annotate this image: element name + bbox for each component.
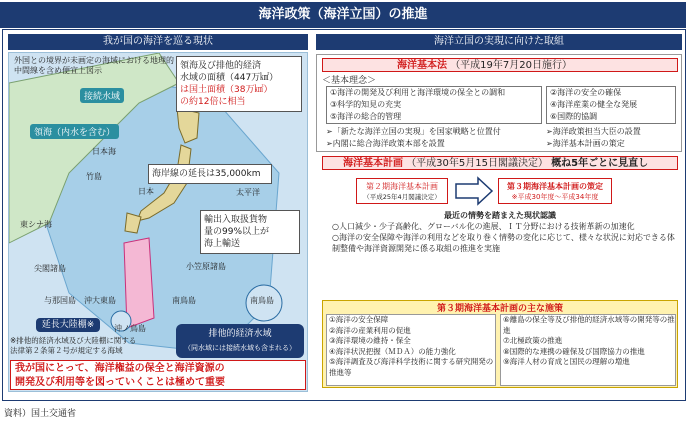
principle-1: ①海洋の開発及び利用と海洋環境の保全との調和 [330, 88, 506, 97]
second-plan-title: 第２期海洋基本計画 [366, 182, 438, 191]
page-title: 海洋政策（海洋立国）の推進 [0, 2, 686, 28]
measure-strategy: ➢「新たな海洋立国の実現」を国家戦略と位置付 [326, 127, 501, 136]
trade-line3: 海上輸送 [204, 239, 241, 249]
label-minamitori: 南鳥島 [172, 296, 196, 305]
principles-head: ＜基本理念＞ [322, 76, 377, 86]
boundary-note: 外国との境界が未画定の海域における地理的中間線を含め便宜上図示 [14, 56, 174, 75]
measure-item-5: ⑤海洋調査及び海洋科学技術に関する研究開発の推進等 [329, 357, 494, 377]
eez-badge-line1: 排他的経済水域 [208, 329, 272, 339]
label-okidaito: 沖大東島 [84, 296, 116, 305]
area-callout [176, 56, 302, 112]
measure-item-3: ③海洋環境の維持・保全 [329, 336, 411, 345]
measure-headquarters: ➢内閣に総合海洋政策本部を設置 [326, 139, 445, 148]
measure-item-8: ⑧国際的な連携の確保及び国際協力の推進 [503, 346, 645, 356]
basic-plan-date: （平成30年5月15日閣議決定） [406, 158, 548, 169]
trade-line1: 輸出入取扱貨物 [204, 215, 268, 225]
third-plan-period: ※平成30年度〜平成34年度 [511, 193, 599, 201]
plan-arrow-icon [454, 176, 494, 206]
label-minamitori-circle: 南鳥島 [250, 296, 274, 305]
footnote-line1: ※排他的経済水域及び大陸棚に関する [10, 336, 137, 345]
third-plan-box [498, 178, 612, 204]
footnote [10, 336, 160, 356]
principles-right-box [546, 86, 676, 124]
label-japan: 日本 [138, 187, 154, 196]
measure-item-2: ②海洋の産業利用の促進 [329, 325, 411, 335]
label-sea-of-japan: 日本海 [92, 147, 116, 156]
measure-item-6: ⑥離島の保全等及び排他的経済水域等の開発等の推進 [503, 315, 675, 335]
principles-left-box [326, 86, 542, 124]
basic-act-date: （平成19年7月20日施行） [450, 60, 572, 71]
conclusion-box [10, 360, 306, 390]
measure-minister: ➢海洋政策担当大臣の設置 [546, 127, 641, 136]
legend-territorial-sea: 領海（内水を含む） [30, 124, 119, 139]
measures-head: 第３期海洋基本計画の主な施策 [436, 304, 563, 314]
principle-6: ⑥国際的協調 [550, 112, 598, 121]
measure-item-7: ⑦北極政策の推進 [503, 336, 563, 345]
basic-act-heading [322, 58, 678, 72]
measures-right-list [500, 314, 676, 386]
eez-badge-line2: （同水域には接続水域も含まれる） [184, 344, 296, 352]
label-ogasawara: 小笠原諸島 [186, 262, 226, 271]
label-okinotori: 沖ノ鳥島 [114, 324, 146, 333]
measure-item-1: ①海洋の安全保障 [329, 315, 389, 324]
measures-left [326, 126, 542, 150]
principle-2: ②海洋の安全の確保 [550, 88, 622, 97]
label-east-china-sea: 東シナ海 [20, 220, 52, 229]
situation-head: 最近の情勢を踏まえた現状認識 [444, 211, 556, 220]
second-plan-date: （平成25年4月閣議決定） [363, 193, 441, 201]
label-pacific: 太平洋 [236, 188, 260, 197]
label-senkaku: 尖閣諸島 [34, 264, 66, 273]
conclusion-line2: 開発及び利用等を図っていくことは極めて重要 [15, 377, 225, 388]
situation-item-2: ○海洋の安全保障や海洋の利用などを取り巻く情勢の変化に応じて、様々な状況に対応できる体制整備や海洋資源開発に係る取組の推進を実施 [332, 233, 675, 253]
principle-3: ③科学的知見の充実 [330, 100, 402, 109]
basic-act-label: 海洋基本法 [397, 60, 447, 71]
trade-callout [200, 210, 300, 254]
label-takeshima: 竹島 [86, 172, 102, 181]
coastline-callout: 海岸線の延長は35,000km [148, 164, 272, 184]
third-plan-title: 第３期海洋基本計画の策定 [507, 182, 603, 191]
measure-item-9: ⑨海洋人材の育成と国民の理解の増進 [503, 357, 630, 366]
principle-5: ⑤海洋の総合的管理 [330, 112, 402, 121]
measure-plan: ➢海洋基本計画の策定 [546, 139, 625, 148]
area-callout-line3: は国土面積（38万㎢） [180, 85, 273, 95]
second-plan-box [356, 178, 448, 204]
situation-block [322, 210, 678, 254]
basic-plan-heading [322, 156, 678, 170]
measures-right [546, 126, 680, 150]
trade-line2: 量の99%以上が [204, 227, 270, 237]
area-callout-line1: 領海及び排他的経済 [180, 61, 262, 71]
source-note: 資料）国土交通省 [4, 409, 77, 419]
legend-contiguous-zone: 接続水域 [80, 88, 124, 103]
basic-plan-review: 概ね5年ごとに見直し [551, 158, 649, 169]
label-yonaguni: 与那国島 [44, 296, 76, 305]
footnote-line2: 法律第２条第２号が規定する海域 [10, 346, 123, 355]
principle-4: ④海洋産業の健全な発展 [550, 100, 638, 109]
left-section-header: 我が国の海洋を巡る現状 [8, 34, 308, 50]
area-callout-line4: の約12倍に相当 [180, 97, 246, 107]
eez-badge [176, 324, 304, 358]
continental-shelf-tag: 延長大陸棚※ [36, 318, 100, 332]
situation-item-1: ○人口減少・少子高齢化、グローバル化の進展、ＩＴ分野における技術革新の加速化 [332, 222, 635, 231]
conclusion-line1: 我が国にとって、海洋権益の保全と海洋資源の [15, 363, 225, 374]
measure-item-4: ④海洋状況把握（ＭＤＡ）の能力強化 [329, 346, 456, 356]
right-section-header: 海洋立国の実現に向けた取組 [316, 34, 682, 50]
area-callout-line2: 水域の面積（447万㎢） [180, 73, 279, 83]
measures-left-list [326, 314, 496, 386]
basic-plan-label: 海洋基本計画 [343, 158, 403, 169]
